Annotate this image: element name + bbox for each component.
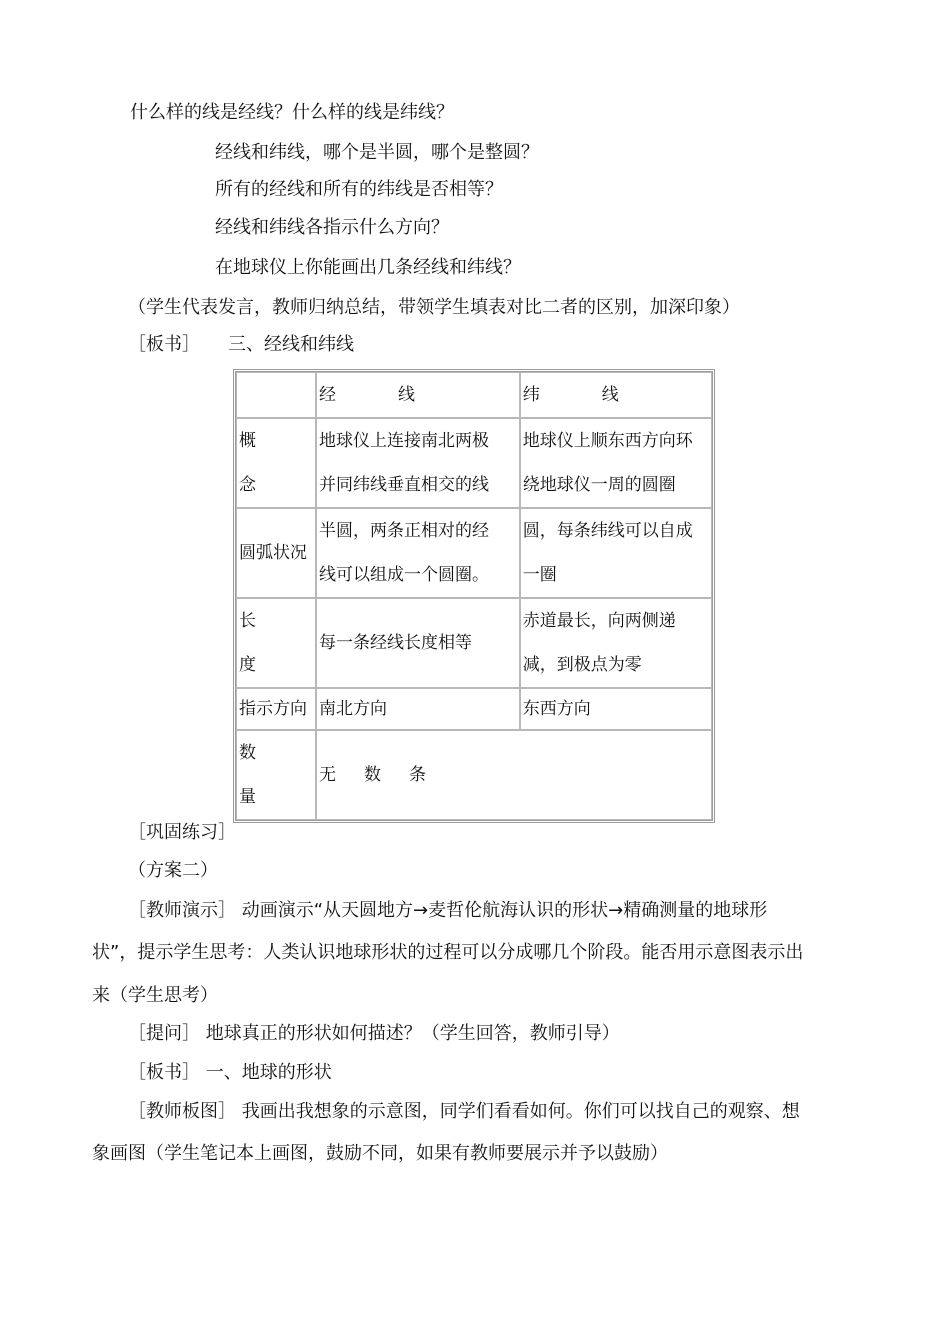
board-heading-1 xyxy=(128,333,354,357)
table-row xyxy=(236,598,712,688)
jing-cell: 半圆，两条正相对的经 线可以组成一个圆圈。 xyxy=(316,508,520,598)
plan-label: （方案二） xyxy=(128,860,218,881)
question-5: 在地球仪上你能画出几条经线和纬线？ xyxy=(215,257,521,278)
table-row xyxy=(236,418,712,508)
row-label: 长 度 xyxy=(236,598,316,688)
board-heading-2: ［板书］ 一、地球的形状 xyxy=(128,1062,332,1083)
drawing-line-2: 象画图（学生笔记本上画图，鼓励不同，如果有教师要展示并予以鼓励） xyxy=(92,1143,668,1164)
drawing-line-1: ［教师板图］ 我画出我想象的示意图，同学们看看如何。你们可以找自己的观察、想 xyxy=(128,1101,800,1122)
wei-cell: 圆，每条纬线可以自成 一圈 xyxy=(520,508,712,598)
board-tag: ［板书］ xyxy=(128,334,200,355)
teacher-note: （学生代表发言，教师归纳总结，带领学生填表对比二者的区别，加深印象） xyxy=(128,297,740,318)
question-2: 经线和纬线，哪个是半圆，哪个是整圆？ xyxy=(215,142,539,163)
board-text: 三、经线和纬线 xyxy=(228,334,354,355)
question-3: 所有的经线和所有的纬线是否相等？ xyxy=(215,179,503,200)
question-prompt: ［提问］ 地球真正的形状如何描述？（学生回答，教师引导） xyxy=(128,1023,620,1044)
question-1: 什么样的线是经线？什么样的线是纬线？ xyxy=(130,102,454,123)
header-cell-jing: 经线 xyxy=(316,372,520,418)
row-label: 圆弧状况 xyxy=(236,508,316,598)
table-row xyxy=(236,688,712,730)
table-row xyxy=(236,508,712,598)
jing-cell: 每一条经线长度相等 xyxy=(316,598,520,688)
wei-cell: 东西方向 xyxy=(520,688,712,730)
jing-cell: 南北方向 xyxy=(316,688,520,730)
comparison-table xyxy=(233,369,715,823)
wei-cell: 地球仪上顺东西方向环 绕地球仪一周的圆圈 xyxy=(520,418,712,508)
merged-cell: 无数条 xyxy=(316,730,712,820)
header-cell-wei: 纬线 xyxy=(520,372,712,418)
row-label: 概 念 xyxy=(236,418,316,508)
row-label: 数 量 xyxy=(236,730,316,820)
jing-cell: 地球仪上连接南北两极 并同纬线垂直相交的线 xyxy=(316,418,520,508)
row-label: 指示方向 xyxy=(236,688,316,730)
practice-heading: ［巩固练习］ xyxy=(128,822,236,843)
demo-line-1: ［教师演示］ 动画演示“从天圆地方→麦哲伦航海认识的形状→精确测量的地球形 xyxy=(128,900,768,921)
table-row xyxy=(236,730,712,820)
table-header-row xyxy=(236,372,712,418)
demo-line-3: 来（学生思考） xyxy=(92,985,218,1006)
question-4: 经线和纬线各指示什么方向？ xyxy=(215,217,449,238)
demo-line-2: 状”，提示学生思考：人类认识地球形状的过程可以分成哪几个阶段。能否用示意图表示出 xyxy=(92,942,804,963)
wei-cell: 赤道最长，向两侧递 减，到极点为零 xyxy=(520,598,712,688)
header-cell-empty xyxy=(236,372,316,418)
